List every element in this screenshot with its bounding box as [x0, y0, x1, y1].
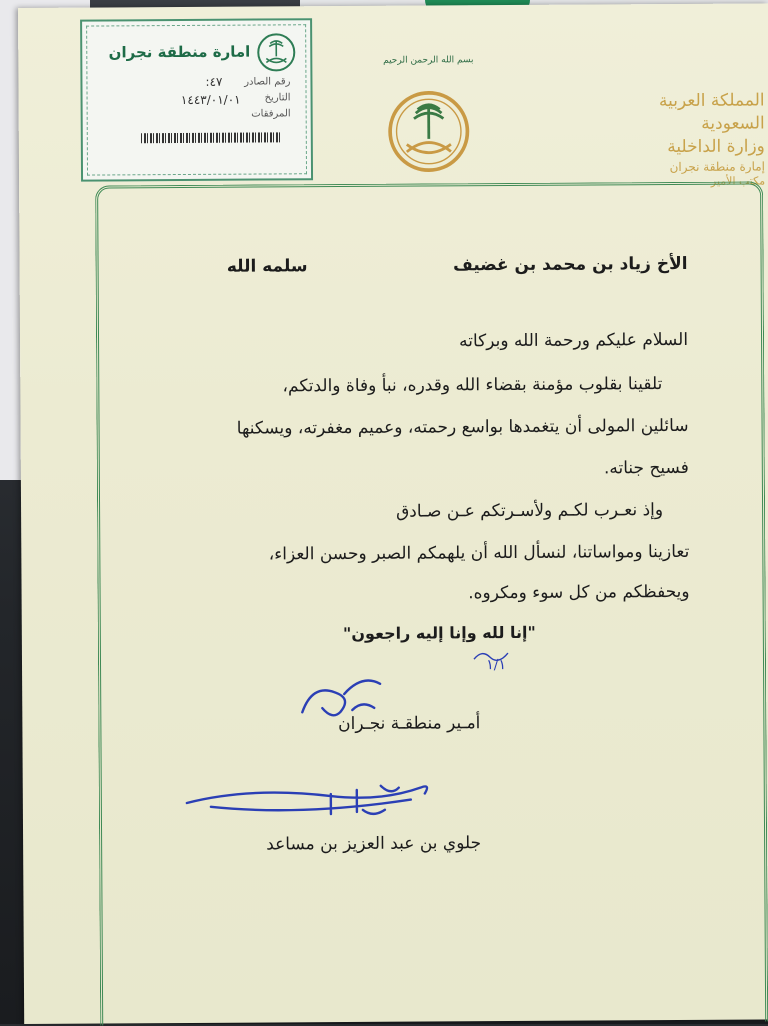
signatory-name: جلوي بن عبد العزيز بن مساعد: [266, 833, 482, 855]
letter-paper: [18, 3, 768, 1024]
body-line-6: ويحفظكم من كل سوء ومكروه.: [468, 581, 690, 604]
signature: [181, 765, 441, 827]
letter-frame: [95, 181, 768, 1025]
header-kingdom: المملكة العربية السعودية: [658, 90, 765, 134]
stamp-date-label: التاريخ: [264, 92, 291, 104]
stamp-ref-value: ٤٧:: [205, 74, 223, 89]
header-office: مكتب الأمير: [710, 174, 766, 188]
header-emirate: إمارة منطقة نجران: [669, 159, 766, 174]
stamp-attachments-label: المرفقات: [251, 108, 291, 120]
stamp-title: امارة منطقة نجران: [108, 42, 251, 62]
palm-swords-emblem-icon: [382, 85, 475, 178]
greeting: السلام عليكم ورحمة الله وبركاته: [459, 329, 689, 352]
blessing: سلمه الله: [226, 256, 308, 277]
registry-stamp: [80, 18, 313, 181]
palm-swords-emblem-icon: [256, 32, 296, 72]
quranic-verse: "إنا لله وإنا إليه راجعون": [342, 622, 536, 644]
handwritten-date: ١/١: [486, 657, 507, 674]
body-line-2: سائلين المولى أن يتغمدها بواسع رحمته، وعميم مغفرته، ويسكنها: [236, 415, 689, 439]
signatory-title: أمـير منطقـة نجـران: [338, 713, 481, 735]
ministry-header: [615, 89, 766, 190]
addressee: الأخ زياد بن محمد بن غضيف: [453, 253, 688, 276]
body-line-5: تعازينا ومواساتنا، لنسأل الله أن يلهمكم الصبر وحسن العزاء،: [268, 541, 690, 565]
handwritten-annotation: [472, 645, 512, 665]
body-line-3: فسيح جناته.: [603, 457, 689, 479]
stamp-date-value: ١٤٤٣/٠١/٠١: [180, 92, 241, 108]
stamp-barcode: [141, 132, 281, 143]
body-line-1: تلقينا بقلوب مؤمنة بقضاء الله وقدره، نبأ وفاة والدتكم،: [282, 374, 663, 397]
kingdom-emblem: [378, 53, 479, 184]
body-line-4: وإذ نعـرب لكـم ولأسـرتكم عـن صـادق: [395, 500, 664, 522]
stamp-ref-label: رقم الصادر: [244, 76, 291, 88]
bismillah-calligraphy: بسم الله الرحمن الرحيم: [383, 55, 474, 66]
header-ministry: وزارة الداخلية: [667, 136, 765, 157]
